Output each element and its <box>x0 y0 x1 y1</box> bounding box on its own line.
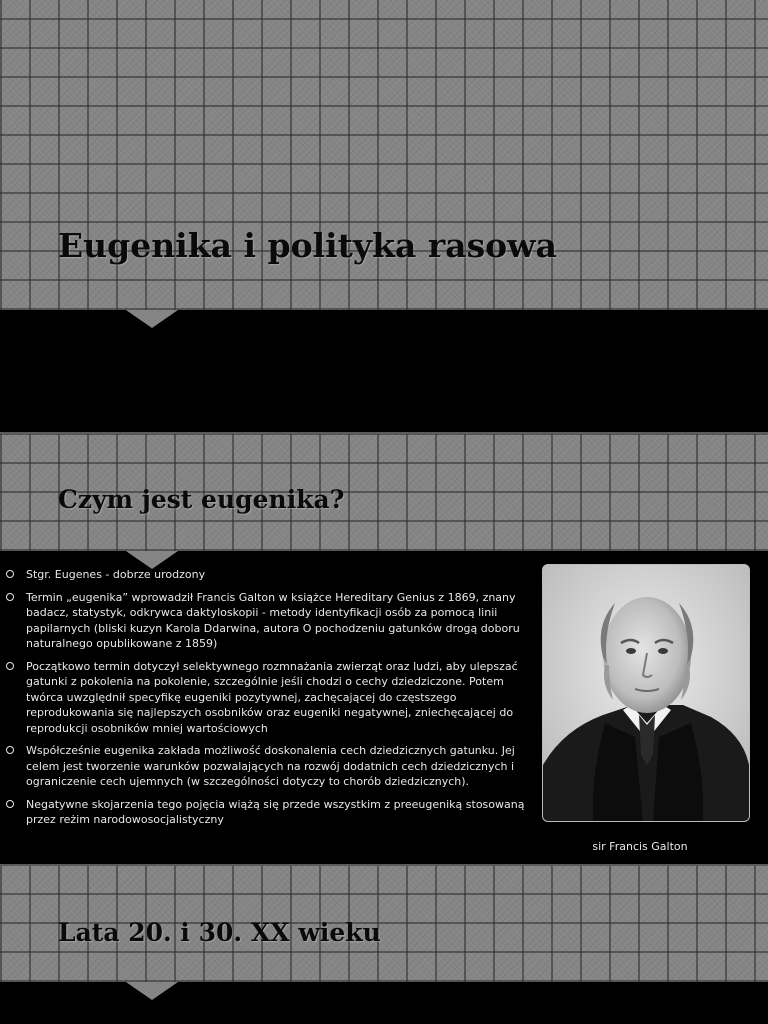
circle-bullet-icon <box>6 570 14 578</box>
circle-bullet-icon <box>6 593 14 601</box>
bullet-text: Termin „eugenika” wprowadził Francis Galton w książce Hereditary Genius z 1869, znany badacz, statystyk, odkrywca daktyloskopii - metody identyfikacji osób za pomocą linii papilarnych (bliski kuzyn Karola Ddarwina, autora O pochodzeniu gatunków drogą doboru naturalnego opublikowane z 1859) <box>26 590 520 650</box>
photo-caption: sir Francis Galton <box>592 840 688 853</box>
slide-3 <box>0 866 768 1024</box>
list-item <box>4 797 540 828</box>
list-item <box>4 567 540 583</box>
portrait-photo <box>542 564 750 822</box>
slide-1-title: Eugenika i polityka rasowa <box>58 226 557 265</box>
circle-bullet-icon <box>6 662 14 670</box>
bullet-text: Stgr. Eugenes - dobrze urodzony <box>26 568 206 581</box>
bullet-list <box>4 567 540 835</box>
list-item <box>4 590 540 652</box>
circle-bullet-icon <box>6 746 14 754</box>
list-item <box>4 659 540 737</box>
slide-1-header-notch <box>126 310 178 328</box>
bullet-text: Współcześnie eugenika zakłada możliwość doskonalenia cech dziedzicznych gatunku. Jej celem jest tworzenie warunków pozwalających na rozwój dodatnich cech dziedzicznych i ograniczenie cech ujemnych (w szczególności dotyczy to chorób dziedzicznych). <box>26 744 515 788</box>
bullet-text: Początkowo termin dotyczył selektywnego rozmnażania zwierząt oraz ludzi, aby ulepszać gatunki z pokolenia na pokolenie, szczególnie jeśli chodzi o cechy dziedziczone. Potem twórca uwzględnił specyfikę eugeniki pozytywnej, zachęcającej do częstszego reprodukowania się najlepszych osobników oraz eugeniki negatywnej, zniechęcającej do reprodukcji osobników mniej wartościowych <box>26 659 518 735</box>
list-item <box>4 743 540 790</box>
circle-bullet-icon <box>6 800 14 808</box>
bullet-text: Negatywne skojarzenia tego pojęcia wiążą się przede wszystkim z preeugeniką stosowaną przez reżim narodowosocjalistyczny <box>26 797 525 826</box>
slide-1 <box>0 0 768 432</box>
slide-2-title: Czym jest eugenika? <box>58 485 345 514</box>
portrait-illustration <box>543 565 749 821</box>
slide-3-title: Lata 20. i 30. XX wieku <box>58 918 381 947</box>
slide-3-header-notch <box>126 982 178 1000</box>
